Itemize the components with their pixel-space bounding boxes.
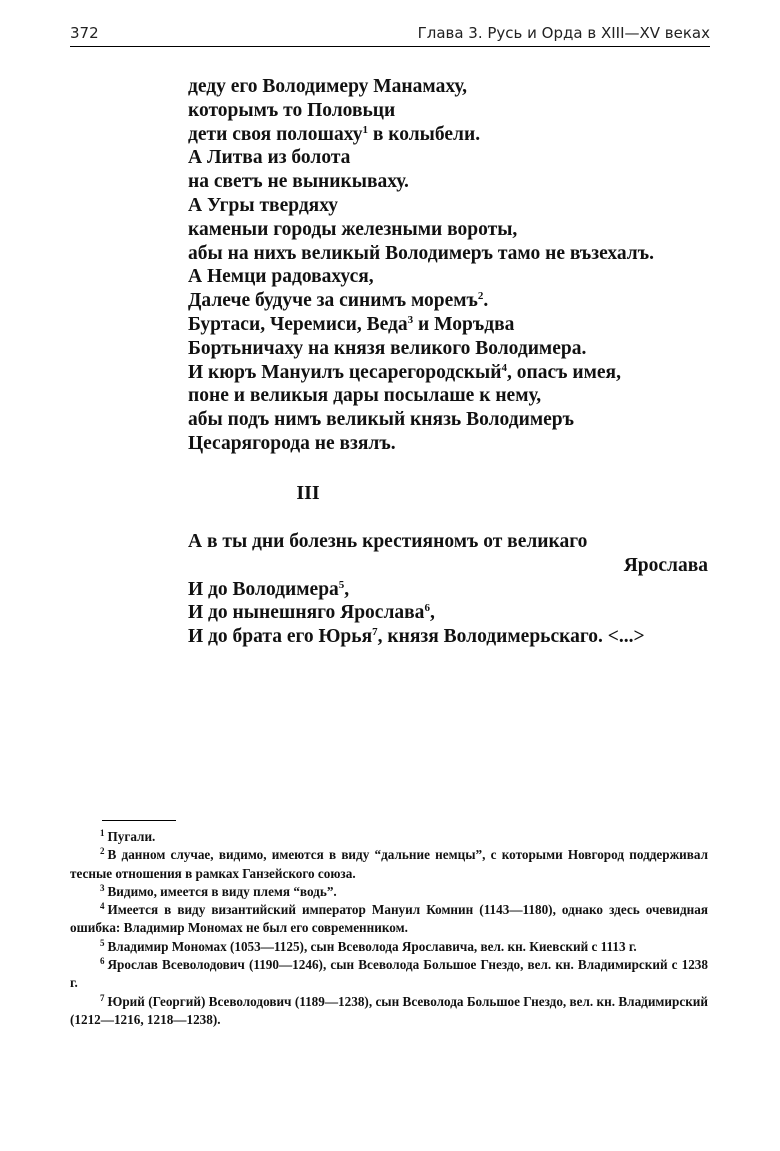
- poem-line-text: , князя Володимерьскаго. <...>: [377, 626, 645, 648]
- poem-line-text: И до брата его Юрья: [188, 626, 373, 648]
- poem-line: абы на нихъ великый Володимеръ тамо не възехалъ.: [188, 242, 654, 264]
- footnote-divider: [102, 820, 176, 821]
- poem-line-text: .: [483, 290, 489, 312]
- poem-line-text: ,: [429, 602, 435, 624]
- footnote-ref[interactable]: 1: [362, 123, 368, 136]
- footnote-number: 3: [100, 882, 105, 893]
- section-number: III: [296, 482, 320, 504]
- poem-line: [188, 361, 708, 385]
- footnote-ref[interactable]: 4: [501, 361, 507, 374]
- poem-line-text: И до Володимера: [188, 578, 339, 600]
- poem-line: которымъ то Половьци: [188, 99, 396, 121]
- poem-line-text: и Моръдва: [413, 313, 515, 335]
- footnote-number: 7: [100, 992, 105, 1003]
- poem-line-text: , опасъ имея,: [506, 361, 621, 383]
- poem-line: [188, 313, 708, 337]
- poem-line-text: И до нынешняго Ярослава: [188, 602, 425, 624]
- footnote-number: 6: [100, 956, 105, 967]
- footnote-number: 5: [100, 937, 105, 948]
- footnote-ref[interactable]: 7: [372, 626, 378, 639]
- footnote: [70, 993, 708, 1030]
- footnotes: [70, 828, 708, 1029]
- footnote-text: Ярослав Всеволодович (1190—1246), сын Всеволода Большое Гнездо, вел. кн. Владимирский с 1238 г.: [70, 957, 708, 991]
- poem-line-text: ,: [344, 578, 350, 600]
- footnote: [70, 828, 708, 846]
- footnote-number: 2: [100, 846, 105, 857]
- poem-line-continuation: Ярослава: [623, 554, 708, 576]
- poem-line: Цесарягорода не взялъ.: [188, 432, 396, 454]
- poem-line: [188, 601, 708, 625]
- poem-line: А в ты дни болезнь крестияномъ от великаго: [188, 531, 588, 552]
- page-number: 372: [70, 24, 99, 42]
- footnote-text: В данном случае, видимо, имеются в виду “дальние немцы”, с которыми Новгород поддерживал тесные отношения в рамках Ганзейского союза.: [70, 847, 708, 881]
- footnote: [70, 901, 708, 938]
- poem-line-text: И кюръ Мануилъ цесарегородскый: [188, 361, 502, 383]
- poem-text-section-3: [188, 530, 708, 649]
- poem-line: на светъ не выникываху.: [188, 171, 409, 193]
- running-title: Глава 3. Русь и Орда в XIII—XV веках: [417, 24, 710, 42]
- poem-line-text: Буртаси, Черемиси, Веда: [188, 313, 408, 335]
- footnote-text: Пугали.: [107, 829, 156, 844]
- poem-line-text: дети своя полошаху: [188, 123, 363, 145]
- poem-text: [188, 75, 708, 456]
- footnote: [70, 846, 708, 883]
- poem-line: [188, 289, 708, 313]
- poem-line: А Немци радовахуся,: [188, 266, 374, 288]
- footnote: [70, 956, 708, 993]
- poem-line-text: Далече будуче за синимъ моремъ: [188, 290, 478, 312]
- footnote: [70, 883, 708, 901]
- footnote-ref[interactable]: 3: [407, 313, 414, 326]
- footnote: [70, 938, 708, 956]
- footnote-text: Владимир Мономах (1053—1125), сын Всеволода Ярославича, вел. кн. Киевский с 1113 г.: [107, 938, 637, 954]
- poem-line: А Литва из болота: [188, 147, 351, 169]
- poem-line: Бортьничаху на князя великого Володимера.: [188, 337, 587, 359]
- footnote-ref[interactable]: 6: [424, 602, 430, 615]
- footnote-ref[interactable]: 5: [338, 578, 345, 591]
- footnote-ref[interactable]: 2: [477, 290, 484, 303]
- poem-line-text: в колыбели.: [367, 123, 481, 145]
- poem-line: поне и великыя дары посылаше к нему,: [188, 385, 542, 407]
- poem-line: каменыи городы железными вороты,: [188, 218, 518, 240]
- footnote-text: Юрий (Георгий) Всеволодович (1189—1238), сын Всеволода Большое Гнездо, вел. кн. Владимирский (1212—1216, 1218—1238).: [70, 993, 708, 1027]
- page-header: [70, 22, 710, 47]
- footnote-text: Видимо, имеется в виду племя “водь”.: [107, 883, 337, 899]
- poem-line: [188, 578, 708, 602]
- footnote-text: Имеется в виду византийский император Мануил Комнин (1143—1180), однако здесь очевидная ошибка: Владимир Мономах не был его современником.: [70, 902, 708, 936]
- poem-line: [188, 625, 708, 649]
- poem-line: деду его Володимеру Манамаху,: [188, 76, 467, 97]
- poem-line: [188, 123, 708, 147]
- footnote-number: 4: [100, 901, 105, 912]
- poem-line: А Угры твердяху: [188, 194, 338, 216]
- footnote-number: 1: [100, 828, 105, 838]
- poem-line: абы подъ нимъ великый князь Володимеръ: [188, 409, 574, 431]
